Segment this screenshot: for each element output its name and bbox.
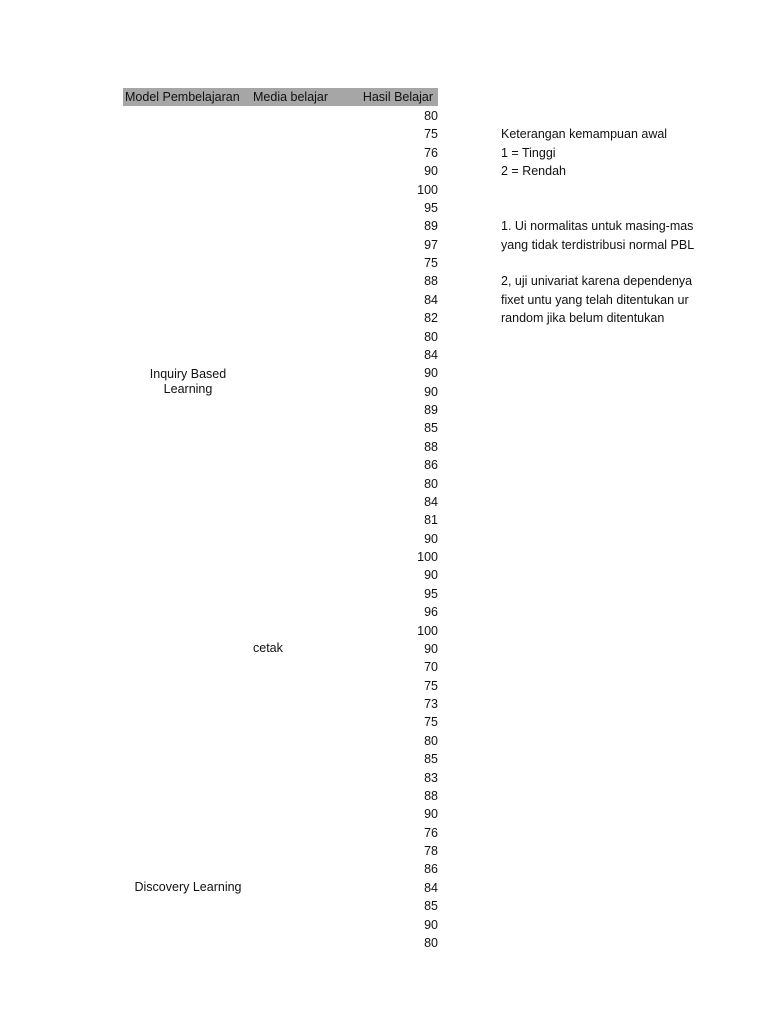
- hasil-belajar-cell: 80: [424, 935, 438, 950]
- hasil-belajar-cell: 80: [424, 109, 438, 123]
- hasil-belajar-cell: 88: [424, 274, 438, 289]
- note-line: fixet untu yang telah ditentukan ur: [501, 292, 689, 307]
- hasil-belajar-cell: 84: [424, 347, 438, 362]
- hasil-belajar-cell: 100: [417, 550, 438, 564]
- keterangan-item: 2 = Rendah: [501, 164, 566, 179]
- note-line: yang tidak terdistribusi normal PBL: [501, 237, 695, 252]
- hasil-belajar-cell: 89: [424, 403, 438, 417]
- header-media-belajar: Media belajar: [253, 90, 329, 104]
- hasil-belajar-cell: 75: [424, 127, 438, 142]
- note-line: 1. Ui normalitas untuk masing-mas: [501, 219, 694, 234]
- hasil-belajar-cell: 83: [424, 770, 438, 785]
- notes-keterangan: [501, 125, 697, 180]
- hasil-belajar-cell: 95: [424, 200, 438, 215]
- hasil-belajar-cell: 76: [424, 825, 438, 840]
- media-cell-cetak: cetak: [253, 641, 283, 655]
- hasil-belajar-cell: 81: [424, 513, 438, 528]
- hasil-belajar-cell: 76: [424, 145, 438, 160]
- model-cell-inquiry: Inquiry Based Learning: [149, 367, 227, 396]
- hasil-belajar-cell: 88: [424, 788, 438, 803]
- hasil-belajar-cell: 85: [424, 899, 438, 914]
- hasil-belajar-cell: 75: [424, 715, 438, 730]
- table-header-row: [123, 88, 438, 106]
- header-hasil-belajar: Hasil Belajar: [362, 90, 433, 104]
- hasil-belajar-cell: 84: [424, 880, 438, 895]
- header-model-pembelajaran: Model Pembelajaran: [125, 90, 240, 104]
- hasil-belajar-cell: 73: [424, 697, 438, 711]
- hasil-belajar-cell: 97: [424, 237, 438, 252]
- hasil-belajar-cell: 90: [424, 384, 438, 399]
- notes-langkah-1: [501, 217, 697, 254]
- keterangan-item: 1 = Tinggi: [501, 145, 556, 160]
- hasil-belajar-cell: 86: [424, 458, 438, 473]
- hasil-belajar-cell: 90: [424, 807, 438, 822]
- keterangan-title: Keterangan kemampuan awal: [501, 127, 668, 142]
- hasil-belajar-cell: 89: [424, 219, 438, 234]
- hasil-belajar-column: [340, 107, 438, 952]
- hasil-belajar-cell: 80: [424, 733, 438, 748]
- hasil-belajar-cell: 82: [424, 311, 438, 326]
- hasil-belajar-cell: 96: [424, 605, 438, 620]
- note-line: random jika belum ditentukan: [501, 311, 665, 326]
- notes-langkah-2: [501, 272, 697, 327]
- hasil-belajar-cell: 75: [424, 256, 438, 270]
- hasil-belajar-cell: 100: [417, 182, 438, 197]
- hasil-belajar-cell: 90: [424, 641, 438, 656]
- model-cell-discovery: Discovery Learning: [134, 880, 242, 894]
- hasil-belajar-cell: 88: [424, 439, 438, 454]
- hasil-belajar-cell: 84: [424, 292, 438, 307]
- hasil-belajar-cell: 75: [424, 678, 438, 693]
- hasil-belajar-cell: 85: [424, 421, 438, 436]
- hasil-belajar-cell: 78: [424, 844, 438, 858]
- hasil-belajar-cell: 90: [424, 531, 438, 546]
- hasil-belajar-cell: 80: [424, 476, 438, 491]
- hasil-belajar-cell: 100: [417, 623, 438, 638]
- hasil-belajar-cell: 95: [424, 586, 438, 601]
- note-line: 2, uji univariat karena dependenya: [501, 274, 693, 289]
- hasil-belajar-cell: 90: [424, 164, 438, 179]
- hasil-belajar-cell: 90: [424, 366, 438, 381]
- hasil-belajar-cell: 90: [424, 917, 438, 932]
- hasil-belajar-cell: 86: [424, 862, 438, 877]
- hasil-belajar-cell: 80: [424, 329, 438, 344]
- hasil-belajar-cell: 84: [424, 494, 438, 509]
- hasil-belajar-cell: 85: [424, 752, 438, 767]
- hasil-belajar-cell: 70: [424, 660, 438, 675]
- hasil-belajar-cell: 90: [424, 568, 438, 583]
